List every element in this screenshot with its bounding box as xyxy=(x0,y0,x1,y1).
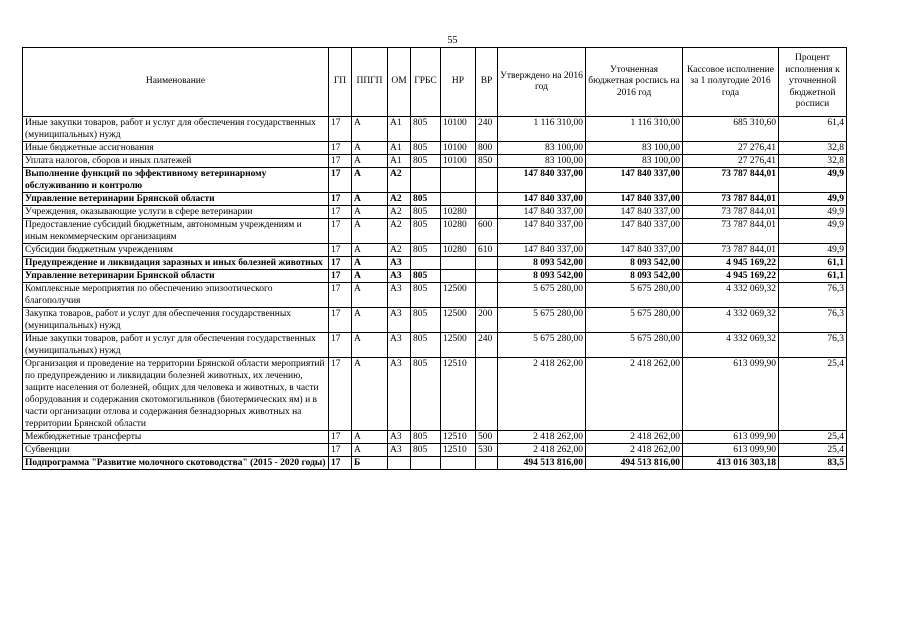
cell-refined: 5 675 280,00 xyxy=(586,333,683,358)
cell-grbs xyxy=(411,257,441,270)
cell-percent: 49,9 xyxy=(779,244,847,257)
cell-cash: 4 945 169,22 xyxy=(683,257,779,270)
cell-name: Подпрограмма "Развитие молочного скотоводства" (2015 - 2020 годы) xyxy=(23,457,329,470)
cell-approved: 83 100,00 xyxy=(498,155,586,168)
cell-approved: 5 675 280,00 xyxy=(498,333,586,358)
header-percent: Процент исполнения к уточненной бюджетной росписи xyxy=(779,48,847,117)
cell-grbs: 805 xyxy=(411,219,441,244)
cell-refined: 2 418 262,00 xyxy=(586,444,683,457)
cell-name: Выполнение функций по эффективному ветеринарному обслуживанию и контролю xyxy=(23,168,329,193)
table-row xyxy=(23,431,847,444)
cell-vr: 850 xyxy=(476,155,498,168)
cell-grbs: 805 xyxy=(411,444,441,457)
table-row xyxy=(23,193,847,206)
cell-om: А3 xyxy=(388,257,411,270)
cell-vr: 530 xyxy=(476,444,498,457)
cell-ppgp: А xyxy=(352,270,388,283)
table-row xyxy=(23,117,847,142)
cell-approved: 5 675 280,00 xyxy=(498,283,586,308)
cell-refined: 83 100,00 xyxy=(586,155,683,168)
cell-om: А1 xyxy=(388,117,411,142)
cell-om: А3 xyxy=(388,444,411,457)
cell-nr: 12510 xyxy=(441,444,476,457)
header-refined: Уточненная бюджетная роспись на 2016 год xyxy=(586,48,683,117)
budget-table xyxy=(22,47,847,470)
header-nr: НР xyxy=(441,48,476,117)
cell-grbs: 805 xyxy=(411,308,441,333)
cell-om: А3 xyxy=(388,333,411,358)
cell-refined: 2 418 262,00 xyxy=(586,431,683,444)
cell-nr: 10100 xyxy=(441,155,476,168)
cell-approved: 8 093 542,00 xyxy=(498,257,586,270)
cell-name: Субвенции xyxy=(23,444,329,457)
cell-gp: 17 xyxy=(329,431,352,444)
cell-nr: 12510 xyxy=(441,431,476,444)
page-number: 55 xyxy=(447,35,458,46)
cell-cash: 4 332 069,32 xyxy=(683,308,779,333)
cell-om: А1 xyxy=(388,142,411,155)
cell-nr: 10280 xyxy=(441,244,476,257)
table-row xyxy=(23,308,847,333)
cell-vr: 800 xyxy=(476,142,498,155)
cell-om: А2 xyxy=(388,244,411,257)
cell-name: Управление ветеринарии Брянской области xyxy=(23,193,329,206)
cell-nr: 12500 xyxy=(441,308,476,333)
cell-refined: 1 116 310,00 xyxy=(586,117,683,142)
cell-approved: 2 418 262,00 xyxy=(498,444,586,457)
cell-refined: 147 840 337,00 xyxy=(586,219,683,244)
table-row xyxy=(23,155,847,168)
cell-percent: 25,4 xyxy=(779,444,847,457)
cell-cash: 685 310,60 xyxy=(683,117,779,142)
cell-percent: 61,1 xyxy=(779,270,847,283)
cell-grbs: 805 xyxy=(411,244,441,257)
cell-gp: 17 xyxy=(329,142,352,155)
table-row xyxy=(23,168,847,193)
cell-percent: 76,3 xyxy=(779,283,847,308)
cell-cash: 73 787 844,01 xyxy=(683,244,779,257)
cell-grbs xyxy=(411,168,441,193)
cell-grbs: 805 xyxy=(411,193,441,206)
cell-ppgp: А xyxy=(352,333,388,358)
cell-name: Комплексные мероприятия по обеспечению эпизоотического благополучия xyxy=(23,283,329,308)
cell-nr: 12500 xyxy=(441,283,476,308)
cell-ppgp: А xyxy=(352,193,388,206)
cell-vr xyxy=(476,206,498,219)
cell-name: Организация и проведение на территории Брянской области мероприятий по предупреждению и ликвидации болезней животных, их лечению, защите населения от болезней, общих для человека и животных, в части оборудования и содержания скотомогильников (биотермических ям) и в части организации отлова и содержания безнадзорных животных на территории Брянской области xyxy=(23,358,329,431)
cell-om: А3 xyxy=(388,308,411,333)
cell-percent: 25,4 xyxy=(779,358,847,431)
cell-gp: 17 xyxy=(329,308,352,333)
header-ppgp: ППГП xyxy=(352,48,388,117)
cell-gp: 17 xyxy=(329,270,352,283)
cell-ppgp: А xyxy=(352,155,388,168)
cell-cash: 27 276,41 xyxy=(683,155,779,168)
cell-name: Субсидии бюджетным учреждениям xyxy=(23,244,329,257)
cell-nr: 10280 xyxy=(441,219,476,244)
table-row xyxy=(23,219,847,244)
cell-om: А2 xyxy=(388,206,411,219)
cell-approved: 494 513 816,00 xyxy=(498,457,586,470)
cell-ppgp: Б xyxy=(352,457,388,470)
cell-grbs: 805 xyxy=(411,117,441,142)
cell-ppgp: А xyxy=(352,283,388,308)
cell-percent: 76,3 xyxy=(779,308,847,333)
cell-nr: 12500 xyxy=(441,333,476,358)
cell-gp: 17 xyxy=(329,333,352,358)
cell-name: Иные закупки товаров, работ и услуг для обеспечения государственных (муниципальных) нужд xyxy=(23,333,329,358)
header-om: ОМ xyxy=(388,48,411,117)
header-gp: ГП xyxy=(329,48,352,117)
cell-name: Предоставление субсидий бюджетным, автономным учреждениям и иным некоммерческим организациям xyxy=(23,219,329,244)
cell-ppgp: А xyxy=(352,308,388,333)
header-vr: ВР xyxy=(476,48,498,117)
cell-name: Межбюджетные трансферты xyxy=(23,431,329,444)
cell-gp: 17 xyxy=(329,193,352,206)
cell-ppgp: А xyxy=(352,206,388,219)
cell-cash: 4 332 069,32 xyxy=(683,333,779,358)
cell-percent: 83,5 xyxy=(779,457,847,470)
cell-vr: 600 xyxy=(476,219,498,244)
cell-refined: 2 418 262,00 xyxy=(586,358,683,431)
cell-vr xyxy=(476,193,498,206)
cell-vr: 240 xyxy=(476,117,498,142)
cell-percent: 61,4 xyxy=(779,117,847,142)
cell-ppgp: А xyxy=(352,444,388,457)
cell-cash: 73 787 844,01 xyxy=(683,206,779,219)
cell-vr: 240 xyxy=(476,333,498,358)
cell-refined: 5 675 280,00 xyxy=(586,283,683,308)
cell-name: Иные закупки товаров, работ и услуг для обеспечения государственных (муниципальных) нужд xyxy=(23,117,329,142)
cell-approved: 147 840 337,00 xyxy=(498,244,586,257)
cell-grbs: 805 xyxy=(411,283,441,308)
cell-refined: 83 100,00 xyxy=(586,142,683,155)
cell-grbs: 805 xyxy=(411,358,441,431)
cell-gp: 17 xyxy=(329,457,352,470)
cell-refined: 8 093 542,00 xyxy=(586,257,683,270)
cell-percent: 49,9 xyxy=(779,193,847,206)
cell-approved: 2 418 262,00 xyxy=(498,358,586,431)
cell-percent: 49,9 xyxy=(779,219,847,244)
table-header-row xyxy=(23,48,847,117)
cell-vr: 200 xyxy=(476,308,498,333)
cell-approved: 147 840 337,00 xyxy=(498,219,586,244)
cell-gp: 17 xyxy=(329,257,352,270)
cell-gp: 17 xyxy=(329,117,352,142)
table-row xyxy=(23,142,847,155)
cell-om: А2 xyxy=(388,219,411,244)
cell-nr xyxy=(441,457,476,470)
cell-gp: 17 xyxy=(329,244,352,257)
cell-gp: 17 xyxy=(329,283,352,308)
cell-gp: 17 xyxy=(329,206,352,219)
table-row xyxy=(23,206,847,219)
cell-name: Уплата налогов, сборов и иных платежей xyxy=(23,155,329,168)
cell-percent: 32,8 xyxy=(779,142,847,155)
cell-vr xyxy=(476,270,498,283)
cell-grbs: 805 xyxy=(411,142,441,155)
cell-approved: 147 840 337,00 xyxy=(498,193,586,206)
cell-ppgp: А xyxy=(352,219,388,244)
cell-nr: 10280 xyxy=(441,206,476,219)
cell-approved: 8 093 542,00 xyxy=(498,270,586,283)
cell-om: А2 xyxy=(388,168,411,193)
cell-cash: 413 016 303,18 xyxy=(683,457,779,470)
header-approved: Утверждено на 2016 год xyxy=(498,48,586,117)
cell-gp: 17 xyxy=(329,358,352,431)
cell-om: А3 xyxy=(388,283,411,308)
cell-vr: 500 xyxy=(476,431,498,444)
cell-percent: 49,9 xyxy=(779,168,847,193)
cell-refined: 147 840 337,00 xyxy=(586,206,683,219)
cell-cash: 613 099,90 xyxy=(683,444,779,457)
cell-refined: 8 093 542,00 xyxy=(586,270,683,283)
cell-nr xyxy=(441,270,476,283)
cell-grbs: 805 xyxy=(411,206,441,219)
header-name: Наименование xyxy=(23,48,329,117)
cell-ppgp: А xyxy=(352,168,388,193)
table-row xyxy=(23,270,847,283)
cell-grbs xyxy=(411,457,441,470)
table-row xyxy=(23,457,847,470)
cell-refined: 5 675 280,00 xyxy=(586,308,683,333)
cell-ppgp: А xyxy=(352,431,388,444)
cell-refined: 147 840 337,00 xyxy=(586,168,683,193)
header-cash: Кассовое исполнение за 1 полугодие 2016 года xyxy=(683,48,779,117)
cell-ppgp: А xyxy=(352,117,388,142)
cell-ppgp: А xyxy=(352,257,388,270)
cell-approved: 83 100,00 xyxy=(498,142,586,155)
cell-cash: 27 276,41 xyxy=(683,142,779,155)
cell-name: Управление ветеринарии Брянской области xyxy=(23,270,329,283)
cell-vr xyxy=(476,168,498,193)
cell-name: Закупка товаров, работ и услуг для обеспечения государственных (муниципальных) нужд xyxy=(23,308,329,333)
cell-vr xyxy=(476,457,498,470)
cell-nr xyxy=(441,168,476,193)
cell-om: А1 xyxy=(388,155,411,168)
cell-grbs: 805 xyxy=(411,270,441,283)
cell-nr: 10100 xyxy=(441,142,476,155)
cell-cash: 73 787 844,01 xyxy=(683,219,779,244)
cell-grbs: 805 xyxy=(411,155,441,168)
cell-nr xyxy=(441,193,476,206)
cell-cash: 4 332 069,32 xyxy=(683,283,779,308)
cell-cash: 73 787 844,01 xyxy=(683,168,779,193)
cell-om: А3 xyxy=(388,270,411,283)
cell-om: А2 xyxy=(388,193,411,206)
cell-nr: 12510 xyxy=(441,358,476,431)
cell-gp: 17 xyxy=(329,168,352,193)
cell-om: А3 xyxy=(388,358,411,431)
cell-percent: 61,1 xyxy=(779,257,847,270)
cell-ppgp: А xyxy=(352,142,388,155)
cell-vr xyxy=(476,283,498,308)
cell-cash: 613 099,90 xyxy=(683,358,779,431)
cell-nr: 10100 xyxy=(441,117,476,142)
cell-vr xyxy=(476,257,498,270)
cell-gp: 17 xyxy=(329,219,352,244)
cell-approved: 5 675 280,00 xyxy=(498,308,586,333)
cell-approved: 147 840 337,00 xyxy=(498,168,586,193)
cell-nr xyxy=(441,257,476,270)
table-row xyxy=(23,244,847,257)
table-row xyxy=(23,257,847,270)
cell-vr: 610 xyxy=(476,244,498,257)
cell-percent: 76,3 xyxy=(779,333,847,358)
cell-ppgp: А xyxy=(352,358,388,431)
cell-refined: 494 513 816,00 xyxy=(586,457,683,470)
cell-vr xyxy=(476,358,498,431)
header-grbs: ГРБС xyxy=(411,48,441,117)
table-row xyxy=(23,358,847,431)
cell-name: Учреждения, оказывающие услуги в сфере ветеринарии xyxy=(23,206,329,219)
cell-percent: 49,9 xyxy=(779,206,847,219)
cell-percent: 25,4 xyxy=(779,431,847,444)
cell-refined: 147 840 337,00 xyxy=(586,244,683,257)
cell-grbs: 805 xyxy=(411,333,441,358)
cell-cash: 4 945 169,22 xyxy=(683,270,779,283)
cell-cash: 73 787 844,01 xyxy=(683,193,779,206)
cell-om xyxy=(388,457,411,470)
cell-refined: 147 840 337,00 xyxy=(586,193,683,206)
cell-approved: 147 840 337,00 xyxy=(498,206,586,219)
cell-om: А3 xyxy=(388,431,411,444)
cell-name: Иные бюджетные ассигнования xyxy=(23,142,329,155)
table-row xyxy=(23,283,847,308)
cell-cash: 613 099,90 xyxy=(683,431,779,444)
cell-gp: 17 xyxy=(329,444,352,457)
table-row xyxy=(23,444,847,457)
cell-percent: 32,8 xyxy=(779,155,847,168)
cell-grbs: 805 xyxy=(411,431,441,444)
cell-gp: 17 xyxy=(329,155,352,168)
table-row xyxy=(23,333,847,358)
cell-approved: 1 116 310,00 xyxy=(498,117,586,142)
cell-name: Предупреждение и ликвидация заразных и иных болезней животных xyxy=(23,257,329,270)
cell-ppgp: А xyxy=(352,244,388,257)
cell-approved: 2 418 262,00 xyxy=(498,431,586,444)
